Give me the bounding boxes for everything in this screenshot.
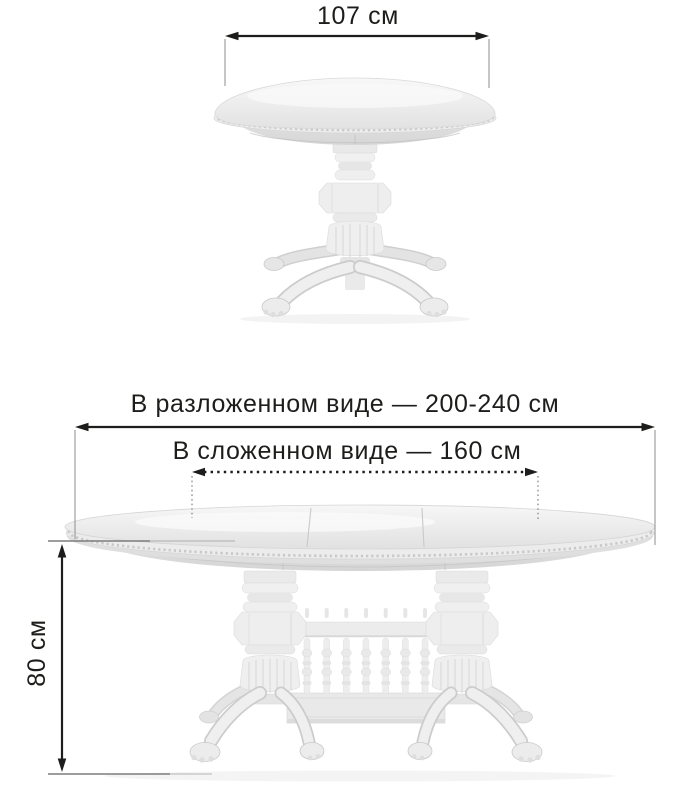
extended-table-top <box>65 505 655 571</box>
extended-table-stretcher <box>287 608 445 724</box>
folded-table-top <box>214 78 496 145</box>
folded-width-label: В сложенном виде — 160 см <box>172 437 522 465</box>
height-label: 80 см <box>23 619 51 687</box>
folded-table-illustration <box>180 55 530 335</box>
top-width-label: 107 см <box>317 2 399 30</box>
extended-width-label: В разложенном виде — 200-240 см <box>130 390 560 418</box>
extended-table-illustration <box>55 495 670 795</box>
